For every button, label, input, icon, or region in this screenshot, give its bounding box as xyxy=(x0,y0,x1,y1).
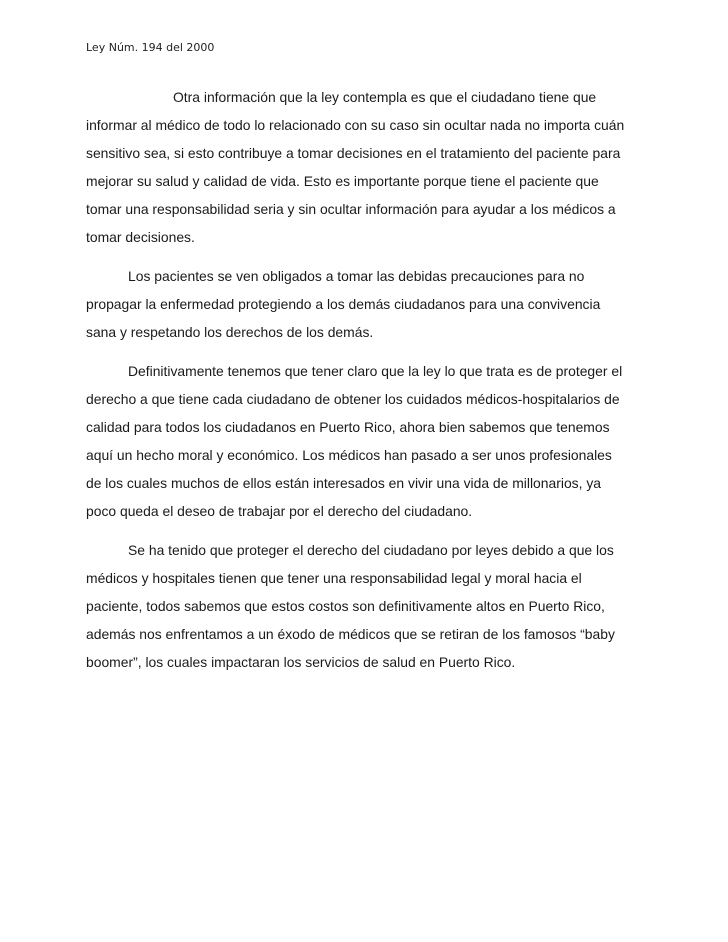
document-body xyxy=(86,83,646,676)
paragraph-line: informar al médico de todo lo relacionado con su caso sin ocultar nada no importa cuán xyxy=(86,117,625,133)
paragraph-line: tomar decisiones. xyxy=(86,229,195,245)
paragraph-line: aquí un hecho moral y económico. Los médicos han pasado a ser unos profesionales xyxy=(86,447,612,463)
paragraph-line: Definitivamente tenemos que tener claro que la ley lo que trata es de proteger el xyxy=(128,363,623,379)
paragraph-line: propagar la enfermedad protegiendo a los demás ciudadanos para una convivencia xyxy=(86,296,601,312)
paragraph xyxy=(86,357,646,525)
paragraph-line: de los cuales muchos de ellos están interesados en vivir una vida de millonarios, ya xyxy=(86,475,602,491)
paragraph-line: sana y respetando los derechos de los demás. xyxy=(86,324,374,340)
running-header: Ley Núm. 194 del 2000 xyxy=(86,41,215,54)
paragraph-line: Los pacientes se ven obligados a tomar las debidas precauciones para no xyxy=(128,268,585,284)
paragraph-line: paciente, todos sabemos que estos costos son definitivamente altos en Puerto Rico, xyxy=(86,598,605,614)
paragraph xyxy=(86,83,646,251)
paragraph-line: boomer”, los cuales impactaran los servicios de salud en Puerto Rico. xyxy=(86,654,516,670)
paragraph xyxy=(86,262,646,346)
paragraph-line: Se ha tenido que proteger el derecho del ciudadano por leyes debido a que los xyxy=(128,542,614,558)
paragraph-line: tomar una responsabilidad seria y sin ocultar información para ayudar a los médicos a xyxy=(86,201,616,217)
paragraph-line: además nos enfrentamos a un éxodo de médicos que se retiran de los famosos “baby xyxy=(86,626,615,642)
paragraph-line: calidad para todos los ciudadanos en Puerto Rico, ahora bien sabemos que tenemos xyxy=(86,419,610,435)
paragraph-line: Otra información que la ley contempla es que el ciudadano tiene que xyxy=(173,89,597,105)
paragraph xyxy=(86,536,646,676)
paragraph-line: poco queda el deseo de trabajar por el derecho del ciudadano. xyxy=(86,503,473,519)
paragraph-line: médicos y hospitales tienen que tener una responsabilidad legal y moral hacia el xyxy=(86,570,582,586)
paragraph-line: mejorar su salud y calidad de vida. Esto es importante porque tiene el paciente que xyxy=(86,173,599,189)
paragraph-line: derecho a que tiene cada ciudadano de obtener los cuidados médicos-hospitalarios de xyxy=(86,391,620,407)
paragraph-line: sensitivo sea, si esto contribuye a tomar decisiones en el tratamiento del paciente para xyxy=(86,145,621,161)
